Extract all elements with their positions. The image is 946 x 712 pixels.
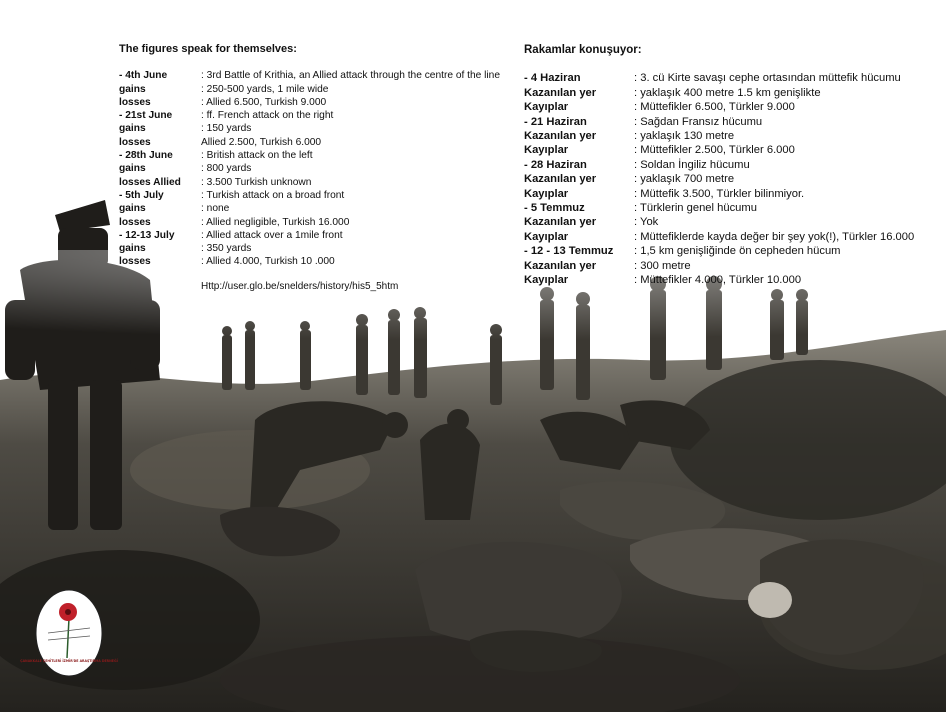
- turkish-row-label: Kazanılan yer: [524, 173, 597, 186]
- turkish-row: [524, 259, 939, 273]
- english-row: [119, 242, 519, 255]
- english-row: [119, 83, 519, 96]
- turkish-row-label: Kazanılan yer: [524, 259, 597, 272]
- english-rows: [119, 69, 519, 268]
- turkish-row: [524, 158, 939, 172]
- english-row-value: : 250-500 yards, 1 mile wide: [201, 83, 329, 95]
- seal-logo: [20, 588, 118, 678]
- english-row: [119, 176, 519, 189]
- english-row-value: : Allied negligible, Turkish 16.000: [201, 216, 350, 228]
- english-row-label: - 21st June: [119, 110, 173, 122]
- turkish-row: [524, 115, 939, 129]
- english-row-value: : Allied 6.500, Turkish 9.000: [201, 96, 327, 108]
- english-column: [119, 43, 519, 293]
- source-url: Http://user.glo.be/snelders/history/his5_5htm: [201, 280, 399, 292]
- english-row: [119, 216, 519, 229]
- turkish-row-label: Kazanılan yer: [524, 86, 597, 99]
- english-row-label: gains: [119, 83, 146, 95]
- turkish-row-label: Kayıplar: [524, 101, 569, 114]
- english-row-value: : none: [201, 203, 230, 215]
- turkish-row: [524, 273, 939, 287]
- turkish-row-value: : Türklerin genel hücumu: [634, 202, 757, 215]
- turkish-row-value: : Müttefikler 4.000, Türkler 10.000: [634, 274, 802, 287]
- turkish-column: [524, 43, 939, 288]
- turkish-row: [524, 172, 939, 186]
- english-row-label: gains: [119, 203, 146, 215]
- english-heading: The figures speak for themselves:: [119, 43, 297, 55]
- turkish-row: [524, 129, 939, 143]
- turkish-row-value: : Müttefikler 2.500, Türkler 6.000: [634, 144, 795, 157]
- turkish-row-label: Kayıplar: [524, 230, 569, 243]
- english-row-value: Allied 2.500, Turkish 6.000: [201, 136, 322, 148]
- english-row-label: gains: [119, 163, 146, 175]
- turkish-row: [524, 86, 939, 100]
- english-row-label: gains: [119, 243, 146, 255]
- english-row: [119, 189, 519, 202]
- english-row-label: gains: [119, 123, 146, 135]
- english-row: [119, 109, 519, 122]
- turkish-row-value: : 1,5 km genişliğinde ön cepheden hücum: [634, 245, 841, 258]
- turkish-row-label: Kayıplar: [524, 187, 569, 200]
- turkish-rows: [524, 71, 939, 287]
- english-row-label: losses: [119, 136, 151, 148]
- english-row: [119, 149, 519, 162]
- english-row: [119, 162, 519, 175]
- english-row-value: : 150 yards: [201, 123, 252, 135]
- turkish-row-label: - 4 Haziran: [524, 72, 581, 85]
- turkish-row-label: Kazanılan yer: [524, 216, 597, 229]
- turkish-row-label: - 21 Haziran: [524, 115, 587, 128]
- turkish-row-value: : Müttefikler 6.500, Türkler 9.000: [634, 101, 795, 114]
- english-row: [119, 122, 519, 135]
- english-row-value: : 800 yards: [201, 163, 252, 175]
- turkish-row-value: : 3. cü Kirte savaşı cephe ortasından müttefik hücumu: [634, 72, 901, 85]
- turkish-row-value: : Soldan İngiliz hücumu: [634, 158, 750, 171]
- english-row-label: - 5th July: [119, 189, 164, 201]
- turkish-row-value: : Müttefik 3.500, Türkler bilinmiyor.: [634, 187, 805, 200]
- english-row: [119, 69, 519, 82]
- english-row: [119, 255, 519, 268]
- turkish-row-label: Kayıplar: [524, 144, 569, 157]
- english-row-value: : 350 yards: [201, 243, 252, 255]
- turkish-row: [524, 187, 939, 201]
- turkish-row: [524, 100, 939, 114]
- english-row: [119, 229, 519, 242]
- turkish-row: [524, 215, 939, 229]
- english-row-value: : ff. French attack on the right: [201, 110, 334, 122]
- english-row-value: : 3rd Battle of Krithia, an Allied attack through the centre of the line: [201, 70, 501, 82]
- turkish-row-value: : yaklaşık 130 metre: [634, 130, 735, 143]
- english-row-label: losses: [119, 216, 151, 228]
- english-row-label: - 4th June: [119, 70, 168, 82]
- turkish-row-value: : Sağdan Fransız hücumu: [634, 115, 763, 128]
- english-row-value: : 3.500 Turkish unknown: [201, 176, 312, 188]
- english-row-label: losses: [119, 256, 151, 268]
- english-row: [119, 96, 519, 109]
- turkish-row-value: : Müttefiklerde kayda değer bir şey yok(!), Türkler 16.000: [634, 230, 915, 243]
- turkish-row-label: - 28 Haziran: [524, 158, 587, 171]
- english-row-value: : Turkish attack on a broad front: [201, 189, 345, 201]
- english-row-value: : British attack on the left: [201, 150, 313, 162]
- turkish-row: [524, 143, 939, 157]
- english-row: [119, 202, 519, 215]
- english-row: [119, 136, 519, 149]
- turkish-row-label: - 5 Temmuz: [524, 202, 585, 215]
- turkish-row-value: : yaklaşık 400 metre 1.5 km genişlikte: [634, 86, 821, 99]
- turkish-row: [524, 201, 939, 215]
- english-row-label: - 28th June: [119, 150, 173, 162]
- logo-text: ÇANAKKALE ŞEHİTLERİ İZMİR'DE ARAŞTIRMA DERNEĞİ: [20, 659, 118, 663]
- turkish-row-value: : 300 metre: [634, 259, 691, 272]
- turkish-row: [524, 230, 939, 244]
- turkish-row: [524, 71, 939, 85]
- english-row-value: : Allied 4.000, Turkish 10 .000: [201, 256, 335, 268]
- turkish-row-label: Kayıplar: [524, 274, 569, 287]
- english-row-label: losses: [119, 96, 151, 108]
- english-row-value: : Allied attack over a 1mile front: [201, 229, 343, 241]
- turkish-row-label: Kazanılan yer: [524, 130, 597, 143]
- english-row-label: losses Allied: [119, 176, 181, 188]
- turkish-row: [524, 244, 939, 258]
- turkish-row-label: - 12 - 13 Temmuz: [524, 245, 614, 258]
- turkish-heading: Rakamlar konuşuyor:: [524, 44, 642, 56]
- turkish-row-value: : yaklaşık 700 metre: [634, 173, 735, 186]
- english-row-label: - 12-13 July: [119, 229, 175, 241]
- turkish-row-value: : Yok: [634, 216, 659, 229]
